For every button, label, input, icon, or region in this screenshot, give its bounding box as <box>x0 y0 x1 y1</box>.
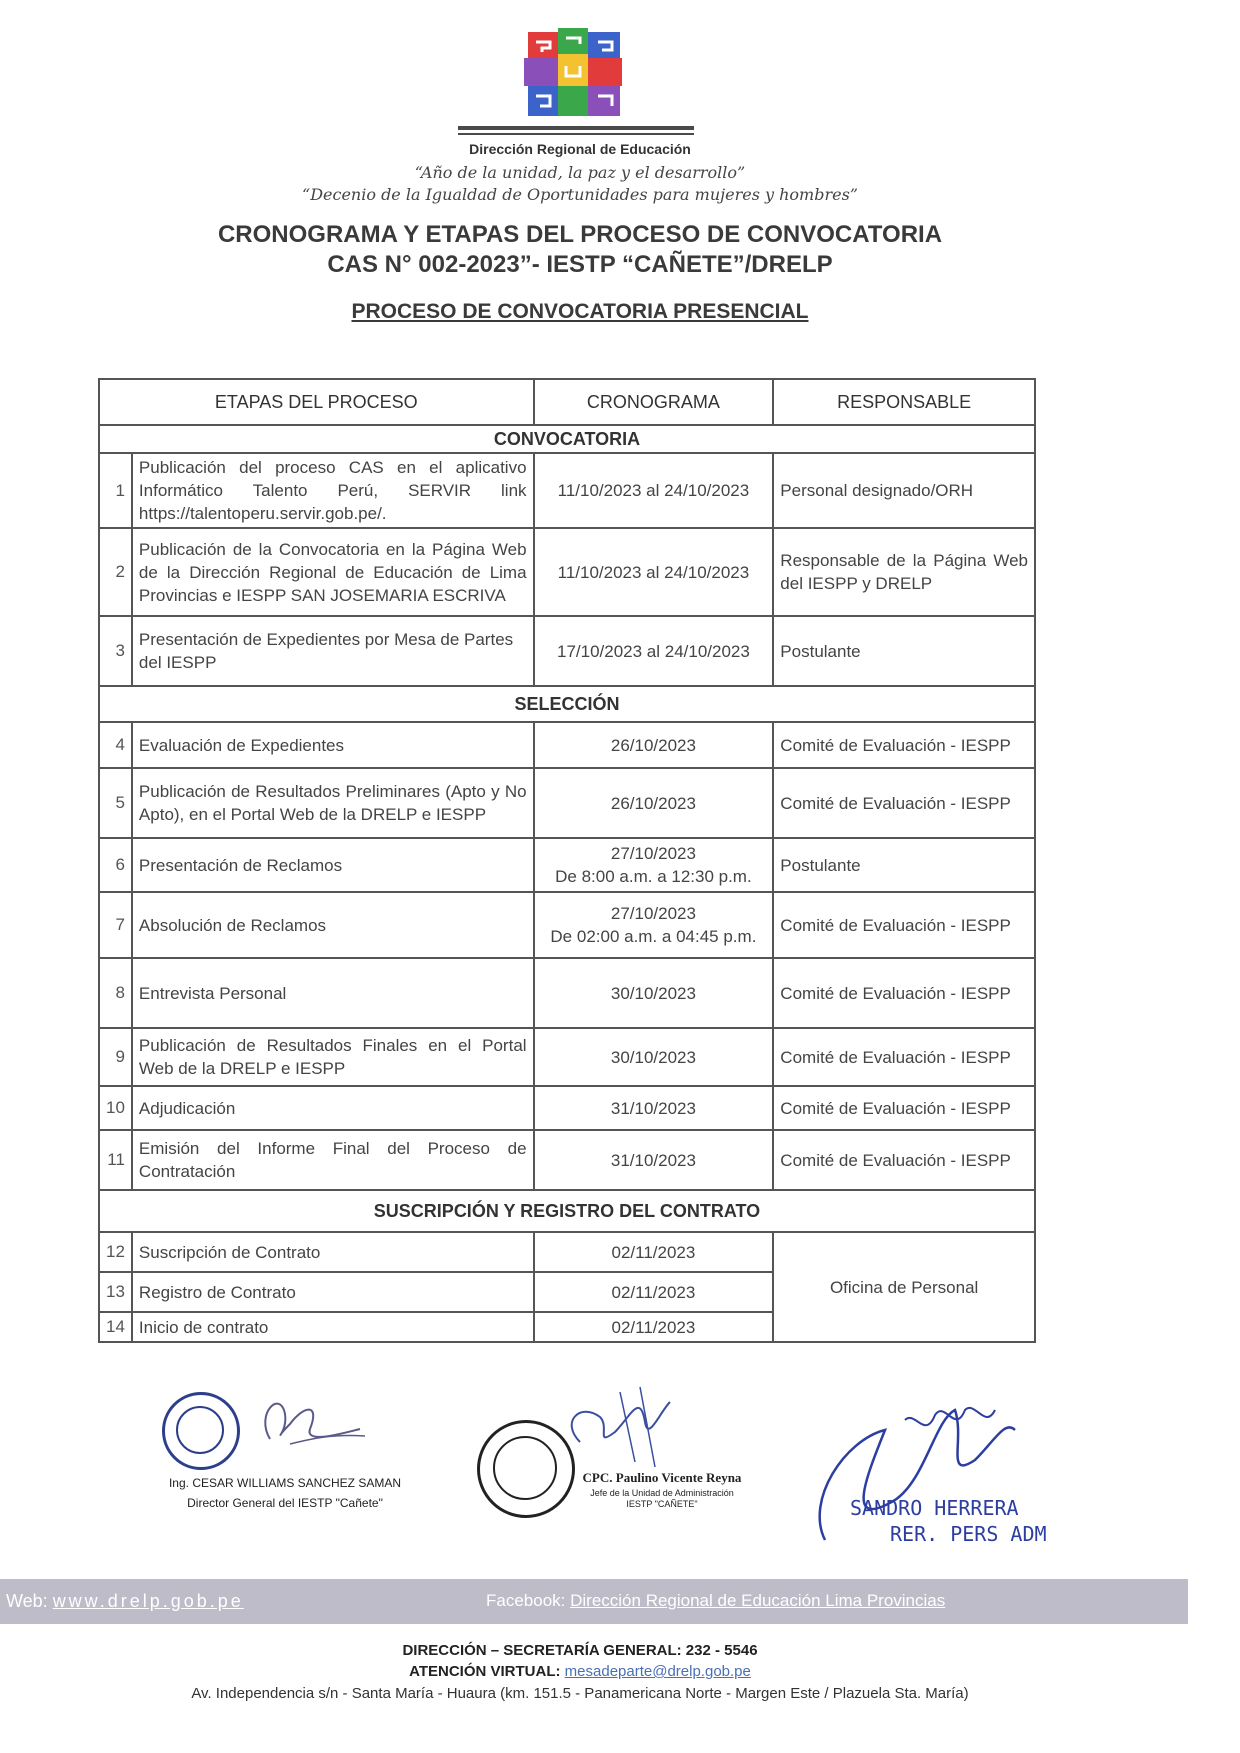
row-responsable: Comité de Evaluación - IESPP <box>773 1086 1035 1130</box>
row-etapa: Emisión del Informe Final del Proceso de Contratación <box>132 1130 534 1190</box>
row-responsable: Comité de Evaluación - IESPP <box>773 958 1035 1028</box>
signature-2-title-1: Jefe de la Unidad de Administración <box>590 1488 734 1498</box>
row-responsable: Comité de Evaluación - IESPP <box>773 892 1035 958</box>
row-number: 10 <box>99 1086 132 1130</box>
row-number: 12 <box>99 1232 132 1272</box>
row-responsable: Postulante <box>773 616 1035 686</box>
motto-line-1: “Año de la unidad, la paz y el desarrollo” <box>414 163 746 182</box>
row-etapa: Presentación de Reclamos <box>132 838 534 892</box>
table-row <box>99 1130 1035 1190</box>
footer-web-label: Web: <box>6 1591 53 1611</box>
header-responsable: RESPONSABLE <box>773 379 1035 425</box>
row-number: 5 <box>99 768 132 838</box>
row-number: 14 <box>99 1312 132 1342</box>
row-fecha: 30/10/2023 <box>534 1028 774 1086</box>
row-number: 6 <box>99 838 132 892</box>
row-number: 4 <box>99 722 132 768</box>
row-fecha: 26/10/2023 <box>534 768 774 838</box>
footer-address: Av. Independencia s/n - Santa María - Huaura (km. 151.5 - Panamericana Norte - Margen Este / Plazuela Sta. María) <box>191 1685 969 1702</box>
row-number: 3 <box>99 616 132 686</box>
jefe-seal-inner-icon <box>493 1436 557 1500</box>
table-header-row <box>99 379 1035 425</box>
row-etapa: Evaluación de Expedientes <box>132 722 534 768</box>
section-seleccion: SELECCIÓN <box>99 686 1035 722</box>
row-number: 7 <box>99 892 132 958</box>
table-row <box>99 453 1035 528</box>
row-fecha: 26/10/2023 <box>534 722 774 768</box>
table-row <box>99 892 1035 958</box>
signature-3-line-1: SANDRO HERRERA <box>850 1496 1019 1520</box>
row-number: 13 <box>99 1272 132 1312</box>
official-seal-inner-icon <box>176 1406 224 1454</box>
row-responsable: Comité de Evaluación - IESPP <box>773 722 1035 768</box>
section-suscripcion: SUSCRIPCIÓN Y REGISTRO DEL CONTRATO <box>99 1190 1035 1232</box>
footer-atencion <box>0 1663 1160 1680</box>
row-number: 8 <box>99 958 132 1028</box>
signature-2-name: CPC. Paulino Vicente Reyna <box>582 1470 742 1485</box>
row-fecha: 11/10/2023 al 24/10/2023 <box>534 528 774 616</box>
row-etapa: Absolución de Reclamos <box>132 892 534 958</box>
footer-facebook <box>486 1591 945 1611</box>
row-etapa: Publicación de la Convocatoria en la Página Web de la Dirección Regional de Educación de Lima Provincias e IESPP SAN JOSEMARIA ESCRIVA <box>132 528 534 616</box>
row-etapa: Inicio de contrato <box>132 1312 534 1342</box>
row-fecha-date: 27/10/2023 <box>610 904 696 923</box>
row-responsable: Postulante <box>773 838 1035 892</box>
footer-facebook-link[interactable]: Dirección Regional de Educación Lima Provincias <box>570 1591 946 1610</box>
table-row <box>99 722 1035 768</box>
row-fecha: 11/10/2023 al 24/10/2023 <box>534 453 774 528</box>
signature-2-icon <box>560 1382 690 1472</box>
table-row <box>99 768 1035 838</box>
section-convocatoria: CONVOCATORIA <box>99 425 1035 453</box>
row-responsable: Comité de Evaluación - IESPP <box>773 768 1035 838</box>
row-fecha: 02/11/2023 <box>534 1232 774 1272</box>
signature-1-title: Director General del IESTP "Cañete" <box>187 1496 383 1510</box>
table-row <box>99 1086 1035 1130</box>
drelp-logo <box>522 26 626 120</box>
row-etapa: Presentación de Expedientes por Mesa de Partes del IESPP <box>132 616 534 686</box>
section-row <box>99 1190 1035 1232</box>
row-responsable: Responsable de la Página Web del IESPP y DRELP <box>773 528 1035 616</box>
signature-1-icon <box>250 1384 370 1454</box>
row-responsable: Personal designado/ORH <box>773 453 1035 528</box>
document-subtitle: PROCESO DE CONVOCATORIA PRESENCIAL <box>351 300 809 323</box>
row-responsable: Comité de Evaluación - IESPP <box>773 1130 1035 1190</box>
footer-web <box>6 1591 244 1612</box>
row-responsable: Oficina de Personal <box>773 1232 1035 1342</box>
row-fecha: 02/11/2023 <box>534 1272 774 1312</box>
row-etapa: Registro de Contrato <box>132 1272 534 1312</box>
row-number: 1 <box>99 453 132 528</box>
footer-atencion-label: ATENCIÓN VIRTUAL: <box>409 1663 565 1680</box>
row-fecha-time: De 8:00 a.m. a 12:30 p.m. <box>555 867 752 886</box>
motto-line-2: “Decenio de la Igualdad de Oportunidades para mujeres y hombres” <box>302 185 858 204</box>
row-fecha: 17/10/2023 al 24/10/2023 <box>534 616 774 686</box>
row-fecha-date: 27/10/2023 <box>610 844 696 863</box>
org-name: Dirección Regional de Educación <box>469 141 691 157</box>
table-row <box>99 1232 1035 1272</box>
schedule-table <box>98 378 1036 1343</box>
footer-web-link[interactable]: www.drelp.gob.pe <box>52 1591 244 1611</box>
row-fecha: 31/10/2023 <box>534 1086 774 1130</box>
row-etapa: Publicación de Resultados Preliminares (Apto y No Apto), en el Portal Web de la DRELP e IESPP <box>132 768 534 838</box>
table-row <box>99 958 1035 1028</box>
row-number: 11 <box>99 1130 132 1190</box>
header-rule-thin <box>458 133 694 135</box>
header-etapas: ETAPAS DEL PROCESO <box>99 379 534 425</box>
row-number: 2 <box>99 528 132 616</box>
row-fecha <box>534 838 774 892</box>
row-etapa: Adjudicación <box>132 1086 534 1130</box>
footer-secretaria: DIRECCIÓN – SECRETARÍA GENERAL: 232 - 5546 <box>402 1642 758 1659</box>
table-row <box>99 528 1035 616</box>
signature-2-title-2: IESTP "CAÑETE" <box>626 1499 698 1509</box>
row-etapa: Entrevista Personal <box>132 958 534 1028</box>
row-etapa: Suscripción de Contrato <box>132 1232 534 1272</box>
row-fecha: 30/10/2023 <box>534 958 774 1028</box>
signature-1-name: Ing. CESAR WILLIAMS SANCHEZ SAMAN <box>168 1476 402 1490</box>
table-row <box>99 838 1035 892</box>
section-row <box>99 686 1035 722</box>
header-rule <box>458 126 694 130</box>
table-row <box>99 616 1035 686</box>
row-fecha: 31/10/2023 <box>534 1130 774 1190</box>
footer-email-link[interactable]: mesadeparte@drelp.gob.pe <box>564 1663 751 1680</box>
table-row <box>99 1028 1035 1086</box>
document-title-line-2: CAS N° 002-2023”- IESTP “CAÑETE”/DRELP <box>327 251 833 278</box>
row-etapa: Publicación del proceso CAS en el aplicativo Informático Talento Perú, SERVIR link https://talentoperu.servir.gob.pe/. <box>132 453 534 528</box>
row-fecha: 02/11/2023 <box>534 1312 774 1342</box>
row-responsable: Comité de Evaluación - IESPP <box>773 1028 1035 1086</box>
section-row <box>99 425 1035 453</box>
header-cronograma: CRONOGRAMA <box>534 379 774 425</box>
row-fecha <box>534 892 774 958</box>
signature-3-line-2: RER. PERS ADM <box>890 1522 1047 1546</box>
row-number: 9 <box>99 1028 132 1086</box>
row-fecha-time: De 02:00 a.m. a 04:45 p.m. <box>550 927 757 946</box>
document-title-line-1: CRONOGRAMA Y ETAPAS DEL PROCESO DE CONVOCATORIA <box>217 221 943 248</box>
row-etapa: Publicación de Resultados Finales en el Portal Web de la DRELP e IESPP <box>132 1028 534 1086</box>
footer-facebook-label: Facebook: <box>486 1591 571 1610</box>
